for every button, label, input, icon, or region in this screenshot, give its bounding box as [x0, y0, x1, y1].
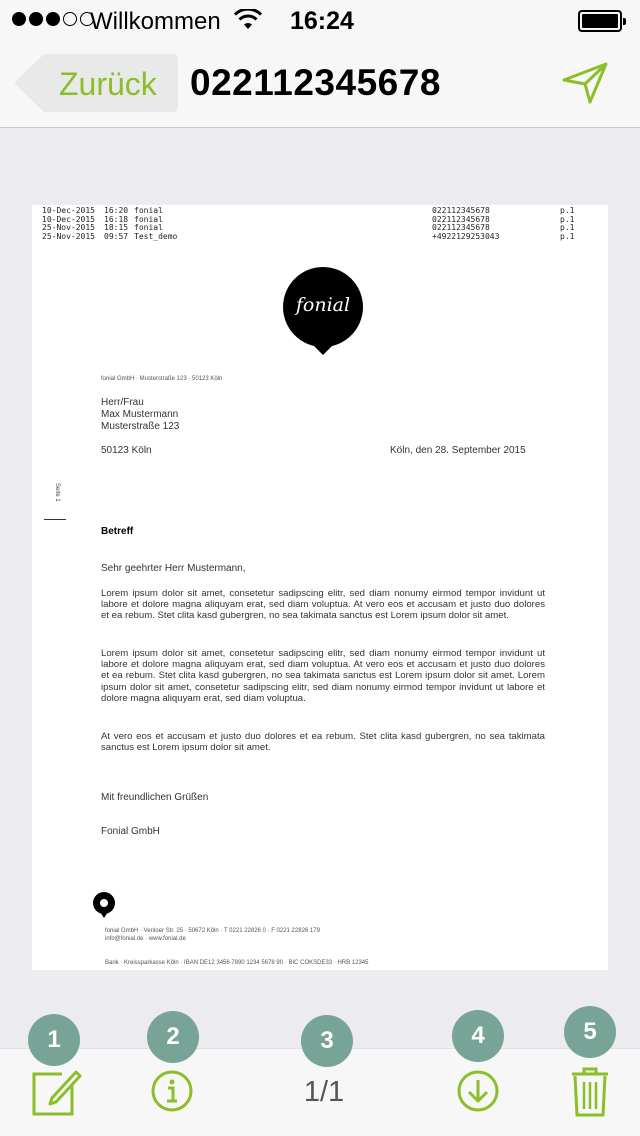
- fax-log-row: 10-Dec-2015 16:18 fonial 022112345678 p.1: [42, 215, 575, 224]
- send-icon[interactable]: [562, 60, 610, 104]
- recipient-line: Max Mustermann: [101, 409, 179, 420]
- carrier-name: Willkommen: [90, 8, 221, 35]
- fax-log-row: 25-Nov-2015 18:15 fonial 022112345678 p.1: [42, 224, 575, 232]
- battery-icon: [578, 10, 622, 32]
- footer-line: Bank · Kreissparkasse Köln · IBAN DE12 3456 7890 1234 5678 90 · BIC COKSDE33 · HRB 12345: [105, 960, 369, 966]
- back-button-label: Zurück: [59, 66, 157, 102]
- recipient-line: Musterstraße 123: [101, 421, 180, 432]
- fax-transmission-log: [42, 207, 598, 241]
- logo-text: fonial: [295, 294, 351, 316]
- recipient-line: Herr/Frau: [101, 397, 144, 408]
- letter-date: Köln, den 28. September 2015: [390, 445, 526, 456]
- download-icon[interactable]: [457, 1070, 499, 1112]
- letter-greeting: Sehr geehrter Herr Mustermann,: [101, 563, 246, 574]
- letter-signature: Fonial GmbH: [101, 826, 160, 837]
- fold-mark: Seite 1: [44, 483, 66, 523]
- footer-line: info@fonial.de · www.fonial.de: [105, 936, 186, 942]
- trash-icon[interactable]: [570, 1066, 610, 1118]
- annotation-badge: 2: [147, 1011, 199, 1063]
- back-button[interactable]: [14, 54, 178, 112]
- letter-closing: Mit freundlichen Grüßen: [101, 792, 209, 803]
- annotation-badge: 4: [452, 1010, 504, 1062]
- edit-icon[interactable]: [32, 1066, 82, 1116]
- status-bar: [0, 0, 640, 40]
- letter-paragraph: At vero eos et accusam et justo duo dolores et ea rebum. Stet clita kasd gubergren, no sea takimata sanctus est Lorem ipsum dolor sit amet.: [101, 731, 545, 754]
- navigation-bar: [0, 40, 640, 128]
- letter-paragraph: Lorem ipsum dolor sit amet, consetetur sadipscing elitr, sed diam nonumy eirmod tempor invidunt ut labore et dolore magna aliquyam erat, sed diam voluptua. At vero eos et accusam et justo duo dolores et ea rebum. Stet clita kasd gubergren, no sea takimata sanctus est Lorem ipsum dolor sit amet.: [101, 588, 545, 622]
- annotation-badge: 1: [28, 1014, 80, 1066]
- fax-log-row: 25-Nov-2015 09:57 Test_demo +4922129253043 p.1: [42, 232, 575, 241]
- fax-log-row: 10-Dec-2015 16:20 fonial 022112345678 p.1: [42, 207, 575, 215]
- status-time: 16:24: [290, 7, 354, 35]
- recipient-city: 50123 Köln: [101, 445, 152, 456]
- footer-logo: [90, 891, 118, 919]
- wifi-icon: [234, 9, 262, 31]
- page-title: 022112345678: [190, 62, 441, 103]
- fax-document-preview[interactable]: [32, 205, 608, 970]
- sender-line: fonial GmbH · Musterstraße 123 · 50123 Köln: [101, 376, 223, 382]
- letter-subject: Betreff: [101, 526, 134, 537]
- annotation-badge: 5: [564, 1006, 616, 1058]
- letter-paragraph: Lorem ipsum dolor sit amet, consetetur sadipscing elitr, sed diam nonumy eirmod tempor invidunt ut labore et dolore magna aliquyam erat, sed diam voluptua. At vero eos et accusam et justo duo dolores et ea rebum. Stet clita kasd gubergren, no sea takimata sanctus est Lorem ipsum dolor sit amet. Lorem ipsum dolor sit amet, consetetur sadipscing elitr, sed diam nonumy eirmod tempor invidunt ut labore et dolore magna aliquyam erat, sed diam voluptua.: [101, 648, 545, 704]
- footer-line: fonial GmbH · Venloer Str. 25 · 50672 Köln · T 0221 22826 0 · F 0221 22826 179: [105, 928, 320, 934]
- info-icon[interactable]: [151, 1070, 193, 1112]
- annotation-badge: 3: [301, 1015, 353, 1067]
- signal-strength-icon: [12, 12, 94, 26]
- page-indicator: 1/1: [303, 1076, 345, 1108]
